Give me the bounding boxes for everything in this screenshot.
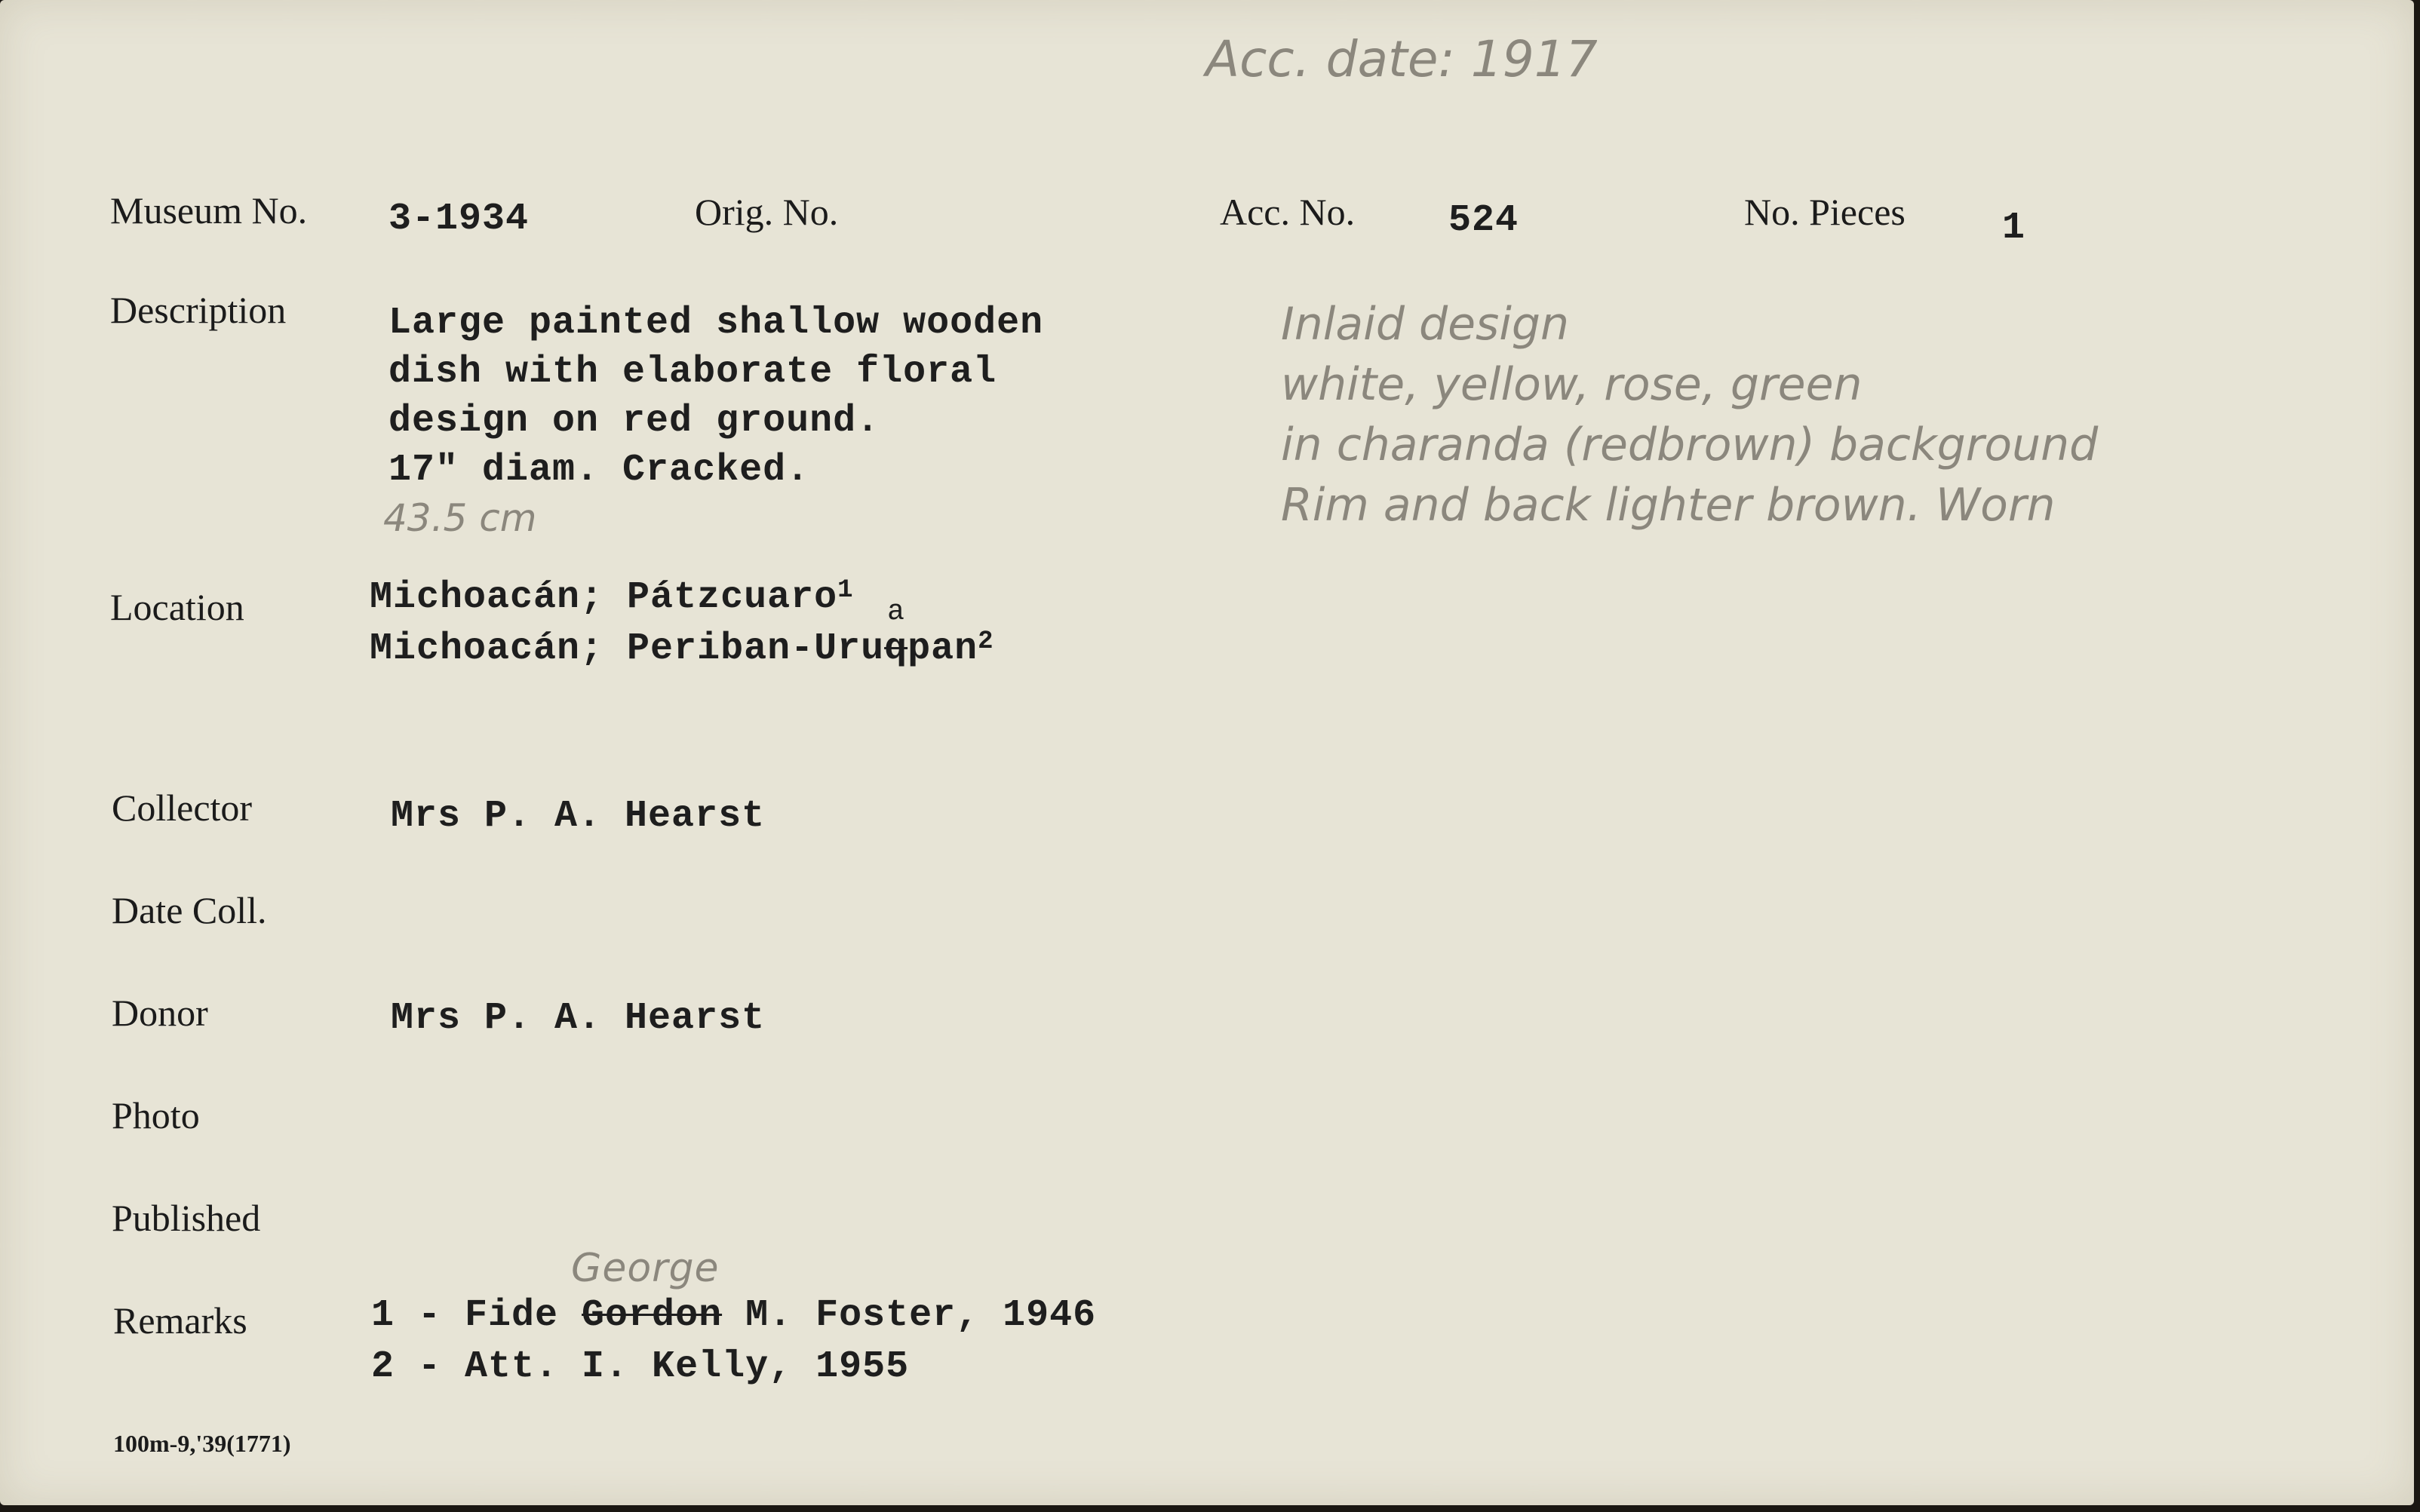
location-2-struck: q xyxy=(884,627,908,670)
description-metric-note: 43.5 cm xyxy=(383,496,537,540)
location-2-suffix: pan xyxy=(908,627,978,670)
description-label: Description xyxy=(110,289,287,331)
location-2-insert: a xyxy=(887,596,905,628)
collector-value: Mrs P. A. Hearst xyxy=(391,795,766,838)
handwritten-note-line: white, yellow, rose, green xyxy=(1281,358,1863,411)
handwritten-note-line: Rim and back lighter brown. Worn xyxy=(1281,479,2056,532)
donor-label: Donor xyxy=(112,992,208,1034)
date-coll-label: Date Coll. xyxy=(112,889,267,931)
description-line: design on red ground. xyxy=(388,400,880,443)
location-2-prefix: Michoacán; Periban-Uru xyxy=(370,627,885,670)
museum-no-label: Museum No. xyxy=(110,189,308,232)
remark-1-prefix: 1 - Fide xyxy=(371,1294,582,1337)
handwritten-notes xyxy=(1281,294,2098,535)
orig-no-label: Orig. No. xyxy=(695,191,839,233)
no-pieces-label: No. Pieces xyxy=(1744,191,1906,233)
description-line: 17" diam. Cracked. xyxy=(388,449,810,492)
remark-1-suffix: M. Foster, 1946 xyxy=(722,1294,1097,1337)
remark-1-struck: Gordon xyxy=(582,1294,723,1337)
remark-1-insert: George xyxy=(571,1246,720,1291)
remark-2: 2 - Att. I. Kelly, 1955 xyxy=(371,1345,910,1388)
published-label: Published xyxy=(112,1197,261,1239)
photo-label: Photo xyxy=(112,1094,200,1136)
card-print-code: 100m-9,'39(1771) xyxy=(113,1430,291,1457)
remarks-label: Remarks xyxy=(113,1299,247,1342)
acc-date-note: Acc. date: 1917 xyxy=(1205,30,1598,88)
location-line-1 xyxy=(370,576,854,619)
location-2-footnote: 2 xyxy=(978,627,994,656)
location-1-text: Michoacán; Pátzcuaro xyxy=(370,576,838,619)
donor-value: Mrs P. A. Hearst xyxy=(391,997,766,1040)
remark-1 xyxy=(371,1246,1097,1337)
no-pieces-value: 1 xyxy=(2002,207,2026,250)
handwritten-note-line: in charanda (redbrown) background xyxy=(1281,419,2099,471)
description-line: dish with elaborate floral xyxy=(388,351,997,394)
location-label: Location xyxy=(110,586,244,628)
museum-no-value: 3-1934 xyxy=(388,198,530,241)
handwritten-note-line: Inlaid design xyxy=(1281,298,1570,351)
description-text xyxy=(388,299,1043,495)
collector-label: Collector xyxy=(112,787,253,829)
acc-no-label: Acc. No. xyxy=(1220,191,1356,233)
acc-no-value: 524 xyxy=(1448,199,1519,242)
description-line: Large painted shallow wooden xyxy=(388,302,1044,345)
location-1-footnote: 1 xyxy=(837,576,854,605)
